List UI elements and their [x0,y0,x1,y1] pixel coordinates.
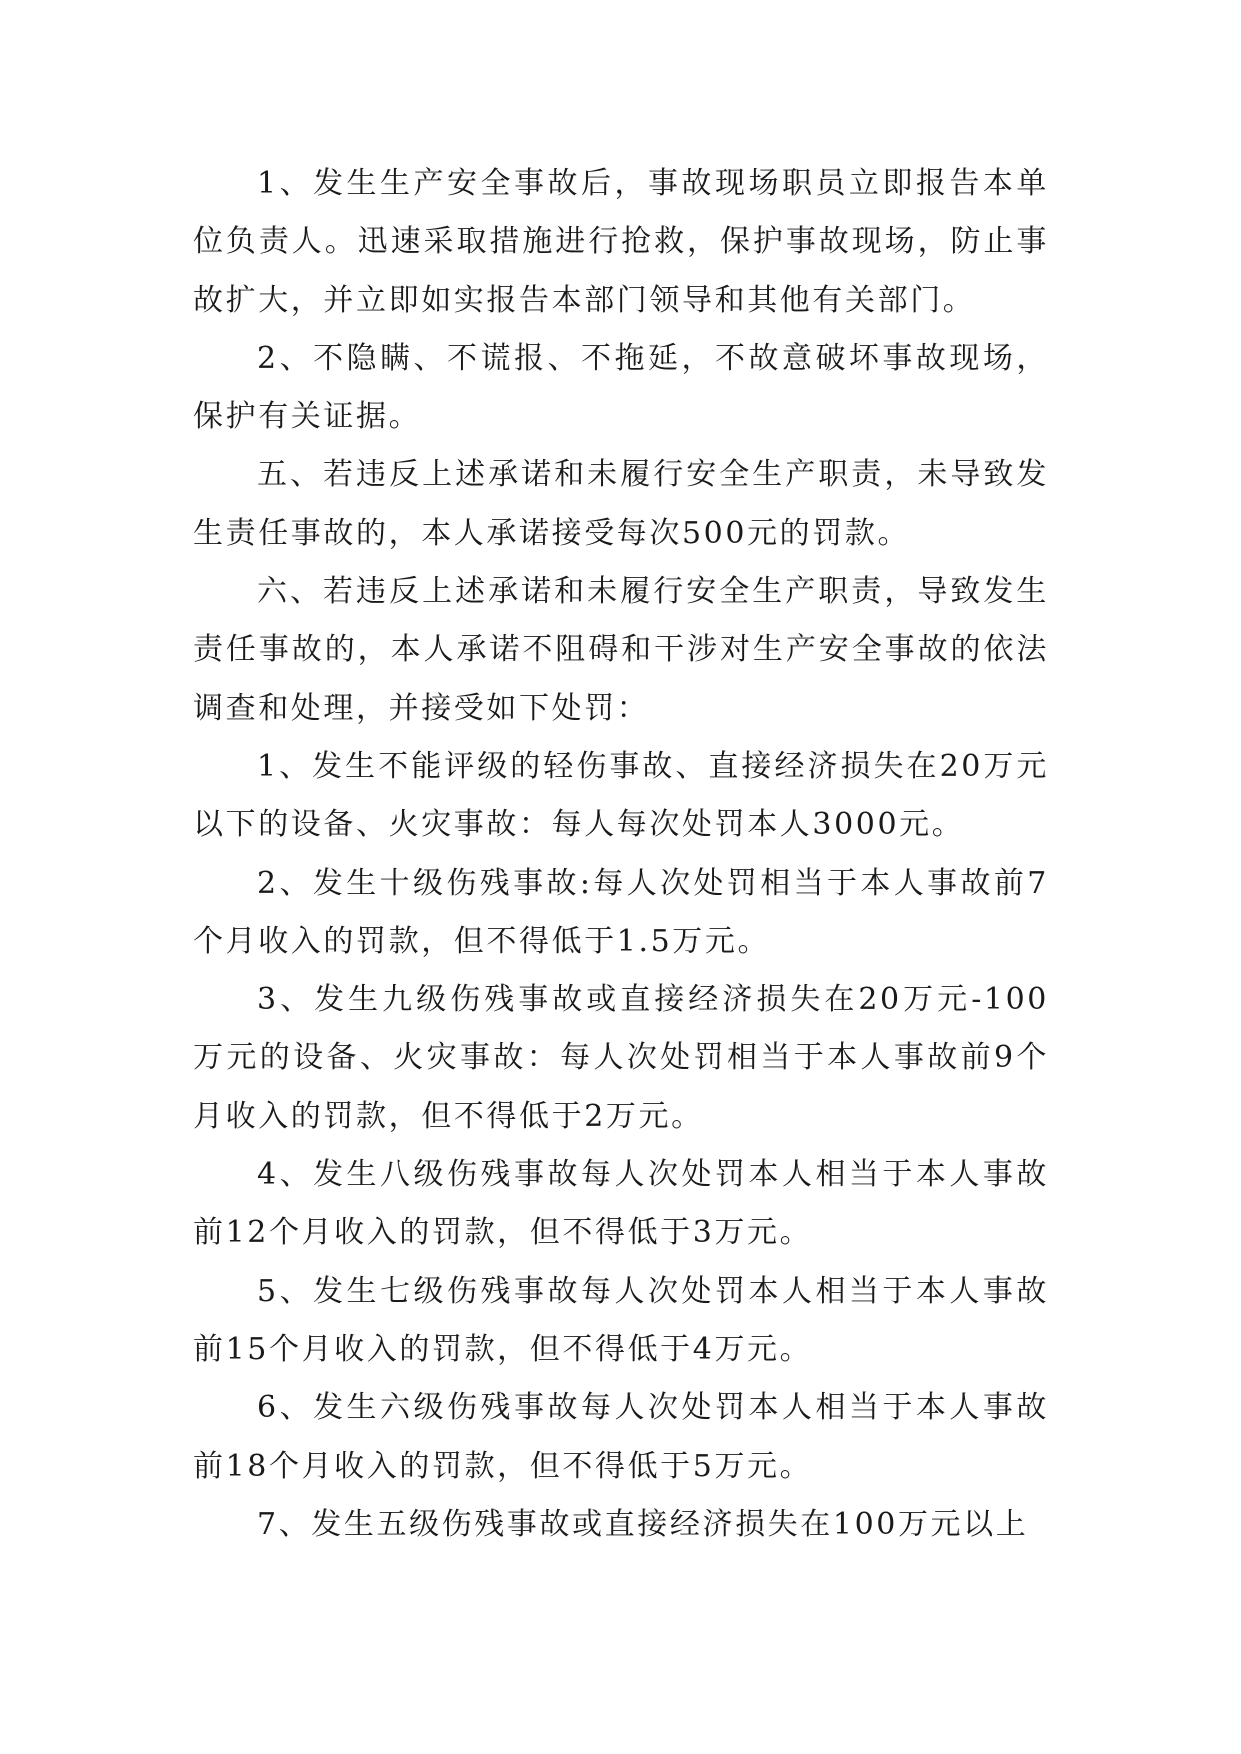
paragraph-penalty-5: 5、发生七级伤残事故每人次处罚本人相当于本人事故前15个月收入的罚款，但不得低于4万元。 [193,1273,1049,1367]
paragraph-clause-six: 六、若违反上述承诺和未履行安全生产职责，导致发生责任事故的，本人承诺不阻碍和干涉对生产安全事故的依法调查和处理，并接受如下处罚： [193,574,1049,726]
paragraph-penalty-3: 3、发生九级伤残事故或直接经济损失在20万元-100万元的设备、火灾事故：每人次处罚相当于本人事故前9个月收入的罚款，但不得低于2万元。 [193,982,1049,1134]
paragraph-penalty-2: 2、发生十级伤残事故:每人次处罚相当于本人事故前7个月收入的罚款，但不得低于1.5万元。 [193,865,1049,959]
paragraph-no-concealment: 2、不隐瞒、不谎报、不拖延，不故意破坏事故现场，保护有关证据。 [193,340,1049,435]
paragraph-clause-five: 五、若违反上述承诺和未履行安全生产职责，未导致发生责任事故的，本人承诺接受每次500元的罚款。 [193,457,1049,551]
paragraph-penalty-4: 4、发生八级伤残事故每人次处罚本人相当于本人事故前12个月收入的罚款，但不得低于3万元。 [193,1157,1049,1251]
document-body [193,155,1049,1554]
paragraph-report-accident: 1、发生生产安全事故后，事故现场职员立即报告本单位负责人。迅速采取措施进行抢救，保护事故现场，防止事故扩大，并立即如实报告本部门领导和其他有关部门。 [193,166,1049,318]
paragraph-penalty-7: 7、发生五级伤残事故或直接经济损失在100万元以上 [257,1506,1029,1542]
paragraph-penalty-1: 1、发生不能评级的轻伤事故、直接经济损失在20万元以下的设备、火灾事故：每人每次处罚本人3000元。 [193,748,1049,843]
paragraph-penalty-6: 6、发生六级伤残事故每人次处罚本人相当于本人事故前18个月收入的罚款，但不得低于5万元。 [193,1390,1049,1484]
